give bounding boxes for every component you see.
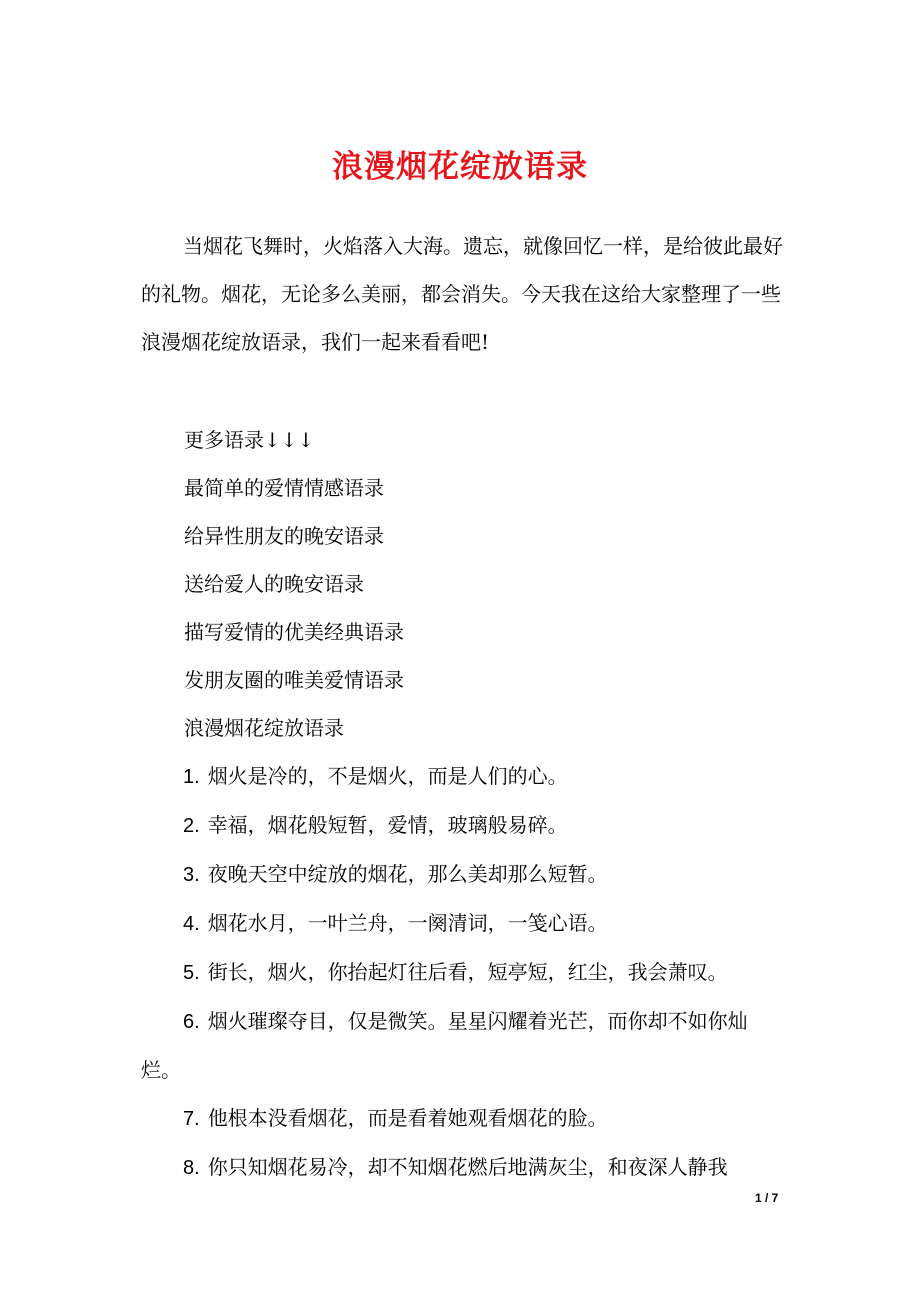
quote-text: 街长，烟火，你抬起灯往后看，短亭短，红尘，我会萧叹。: [207, 960, 728, 984]
quote-text: 幸福，烟花般短暂，爱情，玻璃般易碎。: [207, 813, 568, 837]
quote-number: 2.: [183, 815, 200, 837]
intro-paragraph: 当烟花飞舞时，火焰落入大海。遗忘，就像回忆一样，是给彼此最好的礼物。烟花，无论多么美丽，都会消失。今天我在这给大家整理了一些浪漫烟花绽放语录，我们一起来看看吧!: [141, 234, 783, 354]
quote-text: 烟火璀璨夺目，仅是微笑。星星闪耀着光芒，而你却不如你灿烂。: [141, 1009, 748, 1082]
quote-number: 1.: [183, 766, 200, 788]
link-item[interactable]: 给异性朋友的晚安语录: [184, 524, 384, 548]
quote-item: [141, 997, 786, 1094]
quote-number: 6.: [183, 1011, 200, 1033]
more-quotes-heading: 更多语录↓↓↓: [184, 428, 315, 452]
link-item[interactable]: 浪漫烟花绽放语录: [184, 716, 344, 740]
quote-number: 8.: [183, 1157, 200, 1179]
link-item[interactable]: 发朋友圈的唯美爱情语录: [184, 668, 404, 692]
quote-item: [141, 1143, 786, 1192]
quote-item: [141, 801, 786, 850]
related-links-list: [184, 416, 404, 752]
quote-text: 烟花水月，一叶兰舟，一阕清词，一笺心语。: [207, 911, 608, 935]
quote-item: [141, 752, 786, 801]
quote-number: 7.: [183, 1108, 200, 1130]
quote-item: [141, 948, 786, 997]
quote-text: 你只知烟花易冷，却不知烟花燃后地满灰尘，和夜深人静我: [207, 1155, 728, 1179]
quote-item: [141, 1094, 786, 1143]
quote-number: 4.: [183, 913, 200, 935]
link-item[interactable]: 最简单的爱情情感语录: [184, 476, 384, 500]
quote-item: [141, 899, 786, 948]
quote-text: 烟火是冷的，不是烟火，而是人们的心。: [207, 764, 568, 788]
link-item[interactable]: 送给爱人的晚安语录: [184, 572, 364, 596]
quote-number: 5.: [183, 962, 200, 984]
document-title: 浪漫烟花绽放语录: [332, 149, 588, 185]
link-item[interactable]: 描写爱情的优美经典语录: [184, 620, 404, 644]
quote-item: [141, 850, 786, 899]
quote-text: 夜晚天空中绽放的烟花，那么美却那么短暂。: [207, 862, 608, 886]
quote-number: 3.: [183, 864, 200, 886]
quotes-list: [141, 752, 786, 1192]
quote-text: 他根本没看烟花，而是看着她观看烟花的脸。: [207, 1106, 608, 1130]
page-number: 1 / 7: [755, 1191, 779, 1205]
